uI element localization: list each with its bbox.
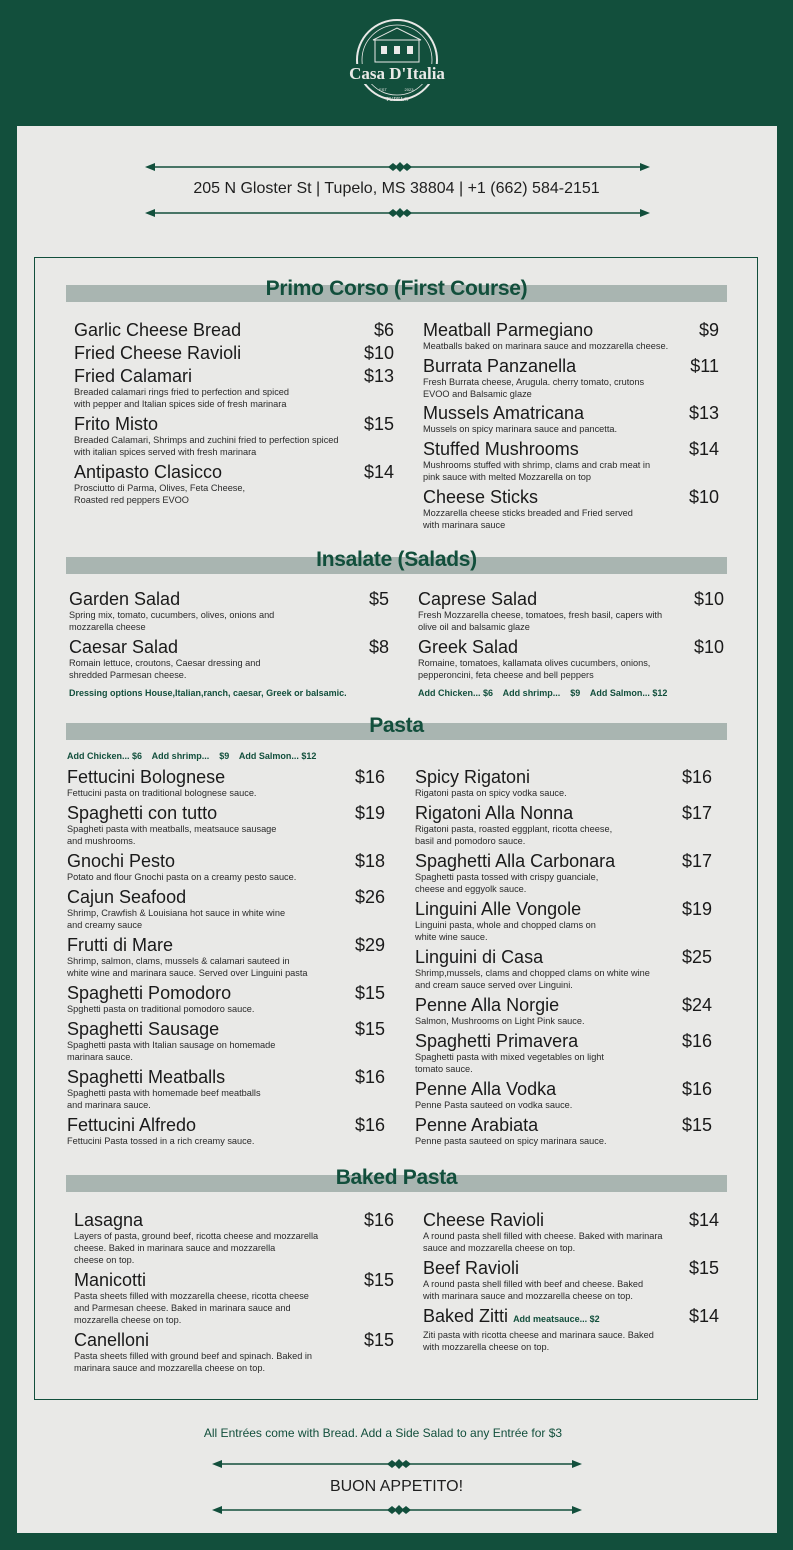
closing-message: BUON APPETITO! [329, 1478, 464, 1495]
pasta-addons-note: Add Chicken... $6 Add shrimp... $9 Add Salmon... $12 [67, 751, 317, 761]
item-price: $17 [681, 803, 712, 823]
menu-item [418, 637, 724, 681]
item-name: Fried Calamari [74, 366, 193, 386]
salad-addons-note: Add Chicken... $6 Add shrimp... $9 Add Salmon... $12 [418, 688, 668, 698]
item-price: $25 [681, 947, 712, 967]
ornament-divider-bottom [145, 207, 650, 219]
item-desc: Pasta sheets filled with ground beef and spinach. Baked in [74, 1351, 313, 1361]
item-name: Fried Cheese Ravioli [74, 343, 242, 363]
item-desc: Fettucini Pasta tossed in a rich creamy sauce. [67, 1136, 255, 1146]
menu-item [74, 1210, 394, 1266]
menu-item [423, 1306, 719, 1353]
item-name: Frutti di Mare [67, 935, 174, 955]
item-name: Caprese Salad [418, 589, 538, 609]
ornament-divider-footer-top [212, 1458, 582, 1470]
item-name: Spaghetti con tutto [67, 803, 218, 823]
menu-item [423, 1210, 719, 1254]
menu-item [67, 1019, 385, 1063]
item-price: $29 [354, 935, 385, 955]
item-desc: Prosciutto di Parma, Olives, Feta Cheese, [74, 483, 246, 493]
item-desc: Fettucini pasta on traditional bolognese sauce. [67, 788, 257, 798]
menu-item [423, 356, 719, 400]
item-name: Antipasto Clasicco [74, 462, 223, 482]
item-name: Garlic Cheese Bread [74, 320, 242, 340]
item-desc: cheese. Baked in marinara sauce and mozzarella [74, 1243, 276, 1253]
menu-item [74, 320, 394, 340]
menu-item [415, 947, 712, 991]
item-price: $26 [354, 887, 385, 907]
item-desc: Mozzarella cheese sticks breaded and Fried served [423, 508, 633, 518]
section-title-primo: Primo Corso (First Course) [265, 277, 528, 300]
item-price: $10 [363, 343, 394, 363]
casa-ditalia-logo [345, 16, 449, 108]
logo-name: Casa D'Italia [349, 64, 445, 83]
menu-item [415, 767, 712, 799]
item-price: $15 [363, 414, 394, 434]
item-desc: with marinara sauce and mozzarella cheese on top. [423, 1291, 633, 1301]
item-name: Penne Alla Vodka [415, 1079, 557, 1099]
item-desc: Linguini pasta, whole and chopped clams on [415, 920, 596, 930]
item-name: Cheese Ravioli [423, 1210, 545, 1230]
item-name: Spaghetti Meatballs [67, 1067, 226, 1087]
item-desc: A round pasta shell filled with beef and cheese. Baked [423, 1279, 644, 1289]
menu-item [423, 1258, 719, 1302]
item-price: $15 [688, 1258, 719, 1278]
item-desc: and mushrooms. [67, 836, 136, 846]
item-name: Spaghetti Pomodoro [67, 983, 232, 1003]
menu-item [67, 1115, 385, 1147]
item-desc: and Parmesan cheese. Baked in marinara sauce and [74, 1303, 291, 1313]
item-desc: Ziti pasta with ricotta cheese and marinara sauce. Baked [423, 1330, 654, 1340]
item-price: $10 [688, 487, 719, 507]
item-desc: pink sauce with melted Mozzarella on top [423, 472, 592, 482]
item-price: $6 [373, 320, 394, 340]
item-name: Linguini Alle Vongole [415, 899, 582, 919]
menu-item [67, 851, 385, 883]
menu-item [423, 320, 719, 352]
item-name: Penne Arabiata [415, 1115, 539, 1135]
item-desc: marinara sauce and mozzarella cheese on top. [74, 1363, 266, 1373]
item-desc: Penne Pasta sauteed on vodka sauce. [415, 1100, 573, 1110]
item-name: Lasagna [74, 1210, 144, 1230]
item-price: $11 [690, 356, 719, 376]
item-desc: Shrimp,mussels, clams and chopped clams on white wine [415, 968, 650, 978]
item-name: Frito Misto [74, 414, 159, 434]
item-desc: Spaghetti pasta with homemade beef meatballs [67, 1088, 261, 1098]
item-desc: Potato and flour Gnochi pasta on a creamy pesto sauce. [67, 872, 297, 882]
item-desc: cheese and eggyolk sauce. [415, 884, 527, 894]
item-price: $14 [688, 439, 719, 459]
item-price: $16 [681, 1079, 712, 1099]
item-desc: Breaded Calamari, Shrimps and zuchini fried to perfection spiced [74, 435, 339, 445]
item-name: Meatball Parmegiano [423, 320, 594, 340]
item-price: $5 [368, 589, 389, 609]
item-name: Caesar Salad [69, 637, 179, 657]
item-desc: and cream sauce served over Linguini. [415, 980, 573, 990]
menu-item [415, 851, 712, 895]
section-title-insalate: Insalate (Salads) [316, 548, 477, 571]
logo-est: EST [379, 87, 387, 92]
item-price: $16 [354, 767, 385, 787]
menu-item [415, 899, 712, 943]
item-desc: tomato sauce. [415, 1064, 473, 1074]
item-desc: with pepper and Italian spices side of fresh marinara [74, 399, 287, 409]
menu-item [67, 767, 385, 799]
item-price: $10 [693, 637, 724, 657]
menu-item [415, 803, 712, 847]
logo-city: TUPELO [385, 97, 409, 103]
item-desc: Layers of pasta, ground beef, ricotta cheese and mozzarella [74, 1231, 319, 1241]
item-desc: white wine and marinara sauce. Served over Linguini pasta [67, 968, 308, 978]
item-price: $15 [681, 1115, 712, 1135]
menu-item [69, 637, 389, 681]
menu-item [415, 995, 712, 1027]
item-desc: Spaghetti pasta with mixed vegetables on light [415, 1052, 604, 1062]
item-price: $16 [354, 1067, 385, 1087]
item-price: $14 [688, 1210, 719, 1230]
section-title-baked: Baked Pasta [335, 1166, 458, 1189]
menu-item [67, 1067, 385, 1111]
item-desc: Penne pasta sauteed on spicy marinara sauce. [415, 1136, 607, 1146]
item-desc: Fresh Mozzarella cheese, tomatoes, fresh basil, capers with [418, 610, 663, 620]
item-desc: Pasta sheets filled with mozzarella cheese, ricotta cheese [74, 1291, 309, 1301]
item-name: Spaghetti Alla Carbonara [415, 851, 616, 871]
item-desc: olive oil and balsamic glaze [418, 622, 530, 632]
logo-year: 2023 [404, 87, 414, 92]
item-desc: and marinara sauce. [67, 1100, 151, 1110]
item-price: $16 [354, 1115, 385, 1135]
item-desc: Shrimp, salmon, clams, mussels & calamari sauteed in [67, 956, 290, 966]
item-name: Cheese Sticks [423, 487, 539, 507]
item-desc: Spaghetti pasta tossed with crispy guanciale, [415, 872, 599, 882]
menu-item [67, 887, 385, 931]
item-price: $9 [698, 320, 719, 340]
item-desc: Meatballs baked on marinara sauce and mozzarella cheese. [423, 341, 669, 351]
item-name: Gnochi Pesto [67, 851, 176, 871]
item-desc: shredded Parmesan cheese. [69, 670, 187, 680]
item-desc: basil and pomodoro sauce. [415, 836, 526, 846]
item-desc: Spagheti pasta with meatballs, meatsauce sausage [67, 824, 277, 834]
item-price: $8 [368, 637, 389, 657]
item-name: Fettucini Alfredo [67, 1115, 197, 1135]
item-desc: Romaine, tomatoes, kallamata olives cucumbers, onions, [418, 658, 651, 668]
entrees-bread-note: All Entrées come with Bread. Add a Side Salad to any Entrée for $3 [203, 1426, 563, 1440]
item-desc: Salmon, Mushrooms on Light Pink sauce. [415, 1016, 585, 1026]
menu-item [423, 439, 719, 483]
menu-item [74, 1330, 394, 1374]
item-desc: white wine sauce. [415, 932, 488, 942]
item-price: $18 [354, 851, 385, 871]
item-name-row [423, 1306, 719, 1329]
item-price: $15 [363, 1270, 394, 1290]
item-price: $19 [354, 803, 385, 823]
item-price: $14 [688, 1306, 719, 1326]
item-desc: with mozzarella cheese on top. [423, 1342, 550, 1352]
menu-item [74, 1270, 394, 1326]
meatsauce-addon: Add meatsauce... $2 [513, 1314, 600, 1324]
item-name: Rigatoni Alla Nonna [415, 803, 574, 823]
item-name: Manicotti [74, 1270, 147, 1290]
item-desc: A round pasta shell filled with cheese. Baked with marinara [423, 1231, 663, 1241]
menu-item [415, 1031, 712, 1075]
ornament-divider-footer-bottom [212, 1504, 582, 1516]
item-price: $15 [363, 1330, 394, 1350]
item-desc: sauce and mozzarella cheese on top. [423, 1243, 576, 1253]
item-price: $24 [681, 995, 712, 1015]
menu-item [74, 462, 394, 506]
item-price: $16 [681, 767, 712, 787]
item-desc: Spghetti pasta on traditional pomodoro sauce. [67, 1004, 255, 1014]
item-price: $14 [363, 462, 394, 482]
item-name: Spaghetti Primavera [415, 1031, 579, 1051]
menu-item [69, 589, 389, 633]
menu-item [415, 1115, 712, 1147]
item-name: Spaghetti Sausage [67, 1019, 220, 1039]
menu-item [423, 487, 719, 531]
item-desc: Spring mix, tomato, cucumbers, olives, onions and [69, 610, 275, 620]
item-desc: pepperoncini, feta cheese and bell peppers [418, 670, 594, 680]
item-name: Baked Zitti [423, 1306, 509, 1326]
item-desc: mozzarella cheese on top. [74, 1315, 182, 1325]
item-desc: Rigatoni pasta on spicy vodka sauce. [415, 788, 567, 798]
item-desc: Mushrooms stuffed with shrimp, clams and crab meat in [423, 460, 651, 470]
item-desc: with marinara sauce [423, 520, 506, 530]
item-name: Stuffed Mushrooms [423, 439, 579, 459]
item-price: $16 [363, 1210, 394, 1230]
item-name: Penne Alla Norgie [415, 995, 560, 1015]
item-name: Linguini di Casa [415, 947, 544, 967]
item-desc: with italian spices served with fresh marinara [74, 447, 257, 457]
section-title-pasta: Pasta [369, 714, 424, 737]
item-price: $19 [681, 899, 712, 919]
item-desc: Breaded calamari rings fried to perfection and spiced [74, 387, 290, 397]
item-desc: Romain lettuce, croutons, Caesar dressing and [69, 658, 261, 668]
restaurant-address: 205 N Gloster St | Tupelo, MS 38804 | +1 (662) 584-2151 [193, 180, 600, 197]
item-name: Mussels Amatricana [423, 403, 585, 423]
item-price: $13 [363, 366, 394, 386]
item-name: Beef Ravioli [423, 1258, 520, 1278]
item-price: $10 [693, 589, 724, 609]
item-desc: Roasted red peppers EVOO [74, 495, 189, 505]
item-name: Burrata Panzanella [423, 356, 577, 376]
item-desc: Fresh Burrata cheese, Arugula. cherry tomato, crutons [423, 377, 645, 387]
menu-item [74, 414, 394, 458]
ornament-divider-top [145, 161, 650, 173]
menu-item [74, 366, 394, 410]
item-name: Fettucini Bolognese [67, 767, 226, 787]
item-name: Greek Salad [418, 637, 519, 657]
item-price: $13 [688, 403, 719, 423]
item-desc: EVOO and Balsamic glaze [423, 389, 532, 399]
item-price: $17 [681, 851, 712, 871]
menu-item [418, 589, 724, 633]
item-price: $15 [354, 983, 385, 1003]
menu-item [67, 803, 385, 847]
item-price: $15 [354, 1019, 385, 1039]
item-desc: Rigatoni pasta, roasted eggplant, ricotta cheese, [415, 824, 613, 834]
dressing-options-note: Dressing options House,Italian,ranch, caesar, Greek or balsamic. [69, 688, 347, 698]
item-desc: Mussels on spicy marinara sauce and pancetta. [423, 424, 618, 434]
menu-item [415, 1079, 712, 1111]
item-name: Spicy Rigatoni [415, 767, 531, 787]
item-price: $16 [681, 1031, 712, 1051]
item-desc: and creamy sauce [67, 920, 143, 930]
menu-item [74, 343, 394, 363]
menu-item [67, 935, 385, 979]
item-desc: Spaghetti pasta with Italian sausage on homemade [67, 1040, 276, 1050]
item-name: Cajun Seafood [67, 887, 187, 907]
menu-item [67, 983, 385, 1015]
item-desc: marinara sauce. [67, 1052, 133, 1062]
item-desc: cheese on top. [74, 1255, 135, 1265]
item-name: Canelloni [74, 1330, 150, 1350]
item-desc: Shrimp, Crawfish & Louisiana hot sauce in white wine [67, 908, 286, 918]
menu-item [423, 403, 719, 435]
item-name: Garden Salad [69, 589, 181, 609]
item-desc: mozzarella cheese [69, 622, 146, 632]
